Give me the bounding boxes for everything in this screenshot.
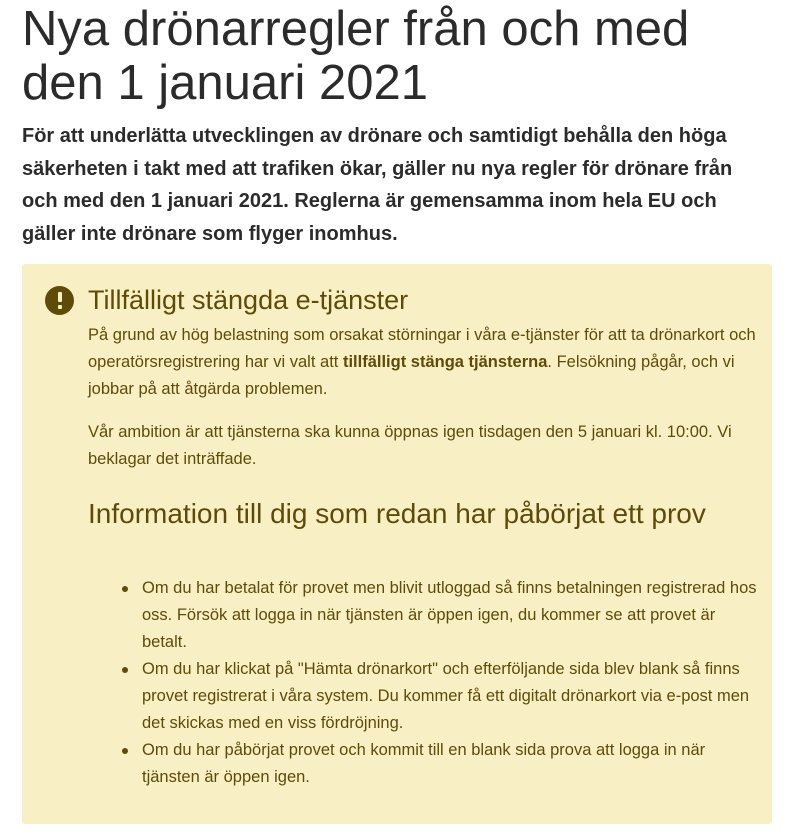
list-item bbox=[120, 737, 760, 791]
bullet-icon bbox=[122, 748, 128, 754]
notice-paragraph-1-emphasis: tillfälligt stänga tjänsterna bbox=[342, 353, 548, 371]
list-item bbox=[120, 575, 760, 656]
list-item-text: Om du har klickat på "Hämta drönarkort" och efterföljande sida blev blank så finns provet registrerat i våra system. Du kommer få ett digitalt drönarkort via e-post men det skickas med en viss fördröjning. bbox=[142, 660, 750, 732]
notice-bullet-list bbox=[120, 575, 760, 791]
notice-paragraph-1 bbox=[88, 322, 758, 403]
lead-paragraph: För att underlätta utvecklingen av drönare och samtidigt behålla den höga säkerheten i takt med att trafiken ökar, gäller nu nya regler för drönare från och med den 1 januari 2021. Reglerna är gemensamma inom hela EU och gäller inte drönare som flyger inomhus. bbox=[22, 125, 733, 245]
exclamation-bar bbox=[58, 292, 62, 302]
notice-title: Tillfälligt stängda e-tjänster bbox=[88, 285, 409, 315]
list-item-text: Om du har påbörjat provet och kommit till en blank sida prova att logga in när tjänsten är öppen igen. bbox=[142, 741, 706, 786]
page-title: Nya drönarregler från och med den 1 januari 2021 bbox=[22, 2, 690, 110]
bullet-icon bbox=[122, 667, 128, 673]
notice-box bbox=[22, 264, 772, 824]
notice-paragraph-1-text-start: På grund av hög belastning som orsakat störningar i våra e-tjänster för att ta drönarkort och operatörsregistrering har vi valt att bbox=[88, 326, 756, 371]
exclamation-dot bbox=[58, 305, 62, 309]
notice-body bbox=[88, 322, 758, 489]
exclamation-circle-icon bbox=[45, 286, 74, 315]
list-item-text: Om du har betalat för provet men blivit utloggad så finns betalningen registrerad hos oss. Försök att logga in när tjänsten är öppen igen, du kommer se att provet är betalt. bbox=[142, 579, 757, 651]
bullet-icon bbox=[122, 586, 128, 592]
notice-paragraph-2: Vår ambition är att tjänsterna ska kunna öppnas igen tisdagen den 5 januari kl. 10:00. Vi beklagar det inträffade. bbox=[88, 423, 732, 468]
notice-subheading: Information till dig som redan har påbörjat ett prov bbox=[88, 498, 706, 529]
list-item bbox=[120, 656, 760, 737]
notice-paragraph-1-text-end: . Felsökning pågår, och vi jobbar på att åtgärda problemen. bbox=[88, 353, 735, 398]
